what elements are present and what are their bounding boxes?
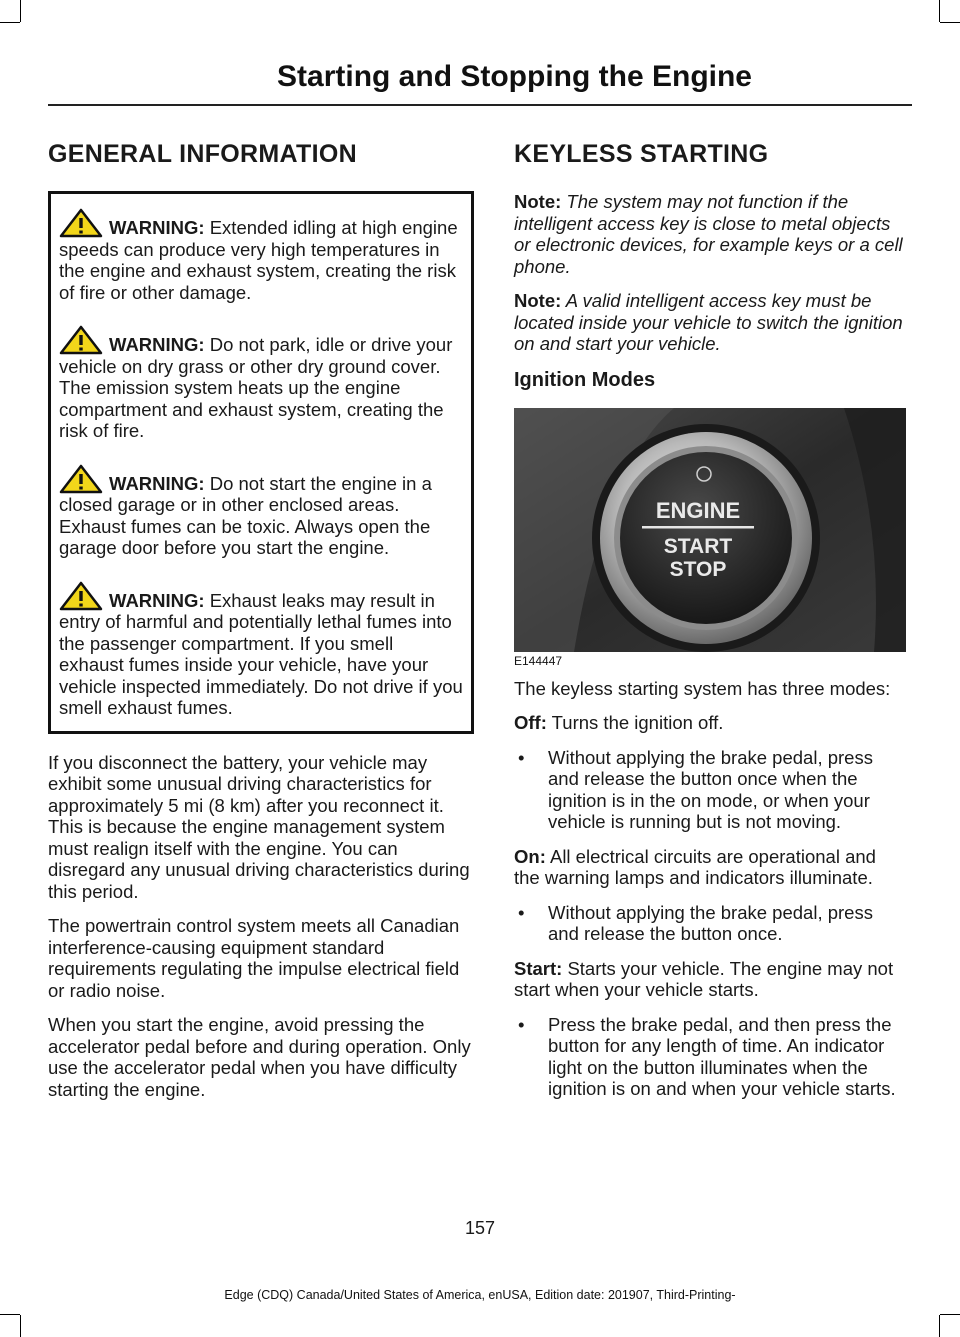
bullet-list [514, 902, 906, 945]
crop-mark [0, 22, 20, 23]
section-heading-keyless-starting: KEYLESS STARTING [514, 140, 769, 168]
note-label: Note: [514, 191, 562, 212]
page-number: 157 [464, 1218, 496, 1238]
right-column [514, 140, 906, 1113]
warning-label: WARNING: [109, 472, 205, 494]
mode-text: Turns the ignition off. [546, 712, 724, 733]
warning-box [48, 191, 474, 734]
note-label: Note: [514, 290, 562, 311]
subheading-ignition-modes: Ignition Modes [514, 368, 656, 391]
button-label-stop: STOP [669, 557, 727, 581]
crop-mark [940, 22, 960, 23]
warning-item [59, 325, 463, 442]
warning-text: Do not start the engine in a closed garage or in other enclosed areas. Exhaust fumes can be toxic. Always open the garage door before you start the engine. [59, 472, 432, 558]
mode-text: All electrical circuits are operational and the warning lamps and indicators illuminate. [514, 845, 876, 888]
ignition-button-figure [514, 408, 906, 666]
crop-mark [940, 1314, 960, 1315]
bullet-list [514, 1014, 906, 1100]
mode-description [514, 958, 906, 1001]
figure-id: E144447 [514, 653, 563, 668]
body-paragraph: The keyless starting system has three modes: [514, 677, 891, 699]
warning-text: Extended idling at high engine speeds can produce very high temperatures in the engine and exhaust system, creating the risk of fire or other damage. [59, 217, 458, 303]
warning-triangle-icon [59, 581, 103, 611]
warning-triangle-icon [59, 325, 103, 355]
crop-mark [939, 1315, 940, 1337]
button-label-engine: ENGINE [655, 497, 741, 523]
warning-item [59, 581, 463, 719]
note-text: The system may not function if the intelligent access key is close to metal objects or electronic devices, for example keys or a cell phone. [514, 191, 903, 277]
mode-label-on: On: [514, 845, 546, 867]
body-paragraph: If you disconnect the battery, your vehicle may exhibit some unusual driving characteristics for approximately 5 mi (8 km) after you reconnect it. This is because the engine management system must realign itself with the engine. You can disregard any unusual driving characteristics during this period. [48, 751, 470, 902]
crop-mark [20, 1315, 21, 1337]
warning-triangle-icon [59, 208, 103, 238]
note-text: A valid intelligent access key must be located inside your vehicle to switch the ignition on and start your vehicle. [514, 290, 903, 354]
list-item: • Without applying the brake pedal, press and release the button once. [514, 902, 906, 945]
warning-label: WARNING: [109, 217, 205, 238]
list-item: • Without applying the brake pedal, press and release the button once when the ignition is in the on mode, or when your vehicle is running but is not moving. [514, 747, 906, 833]
page-title: Starting and Stopping the Engine [277, 60, 752, 93]
note [514, 191, 906, 277]
body-paragraph: The powertrain control system meets all Canadian interference-causing equipment standard requirements regulating the impulse electrical field or radio noise. [48, 915, 460, 1001]
body-paragraph: When you start the engine, avoid pressing the accelerator pedal before and during operation. Only use the accelerator pedal when you have difficulty starting the engine. [48, 1014, 471, 1100]
warning-item [59, 208, 463, 303]
warning-label: WARNING: [109, 589, 205, 611]
section-heading-general-information: GENERAL INFORMATION [48, 140, 357, 168]
header-rule [48, 104, 912, 106]
mode-description [514, 846, 906, 889]
mode-label-off: Off: [514, 712, 547, 733]
left-column [48, 140, 474, 1113]
mode-text: Starts your vehicle. The engine may not start when your vehicle starts. [514, 957, 894, 1000]
list-item: • Press the brake pedal, and then press the button for any length of time. An indicator light on the button illuminates when the ignition is on and when your vehicle starts. [514, 1014, 906, 1100]
push-button-start-illustration [514, 408, 906, 652]
mode-label-start: Start: [514, 957, 563, 979]
button-label-start: START [663, 534, 733, 558]
warning-triangle-icon [59, 464, 103, 494]
note [514, 290, 906, 355]
crop-mark [939, 0, 940, 22]
warning-text: Exhaust leaks may result in entry of harmful and potentially lethal fumes into the passenger compartment. If you smell exhaust fumes inside your vehicle, have your vehicle inspected immediately. Do not drive if you smell exhaust fumes. [59, 589, 463, 718]
footer-edition: Edge (CDQ) Canada/United States of America, enUSA, Edition date: 201907, Third-Printing- [224, 1288, 736, 1302]
warning-label: WARNING: [109, 334, 205, 355]
mode-description [514, 712, 906, 734]
crop-mark [0, 1314, 20, 1315]
warning-item [59, 464, 463, 559]
warning-text: Do not park, idle or drive your vehicle on dry grass or other dry ground cover. The emission system heats up the engine compartment and exhaust system, creating the risk of fire. [59, 334, 453, 441]
crop-mark [20, 0, 21, 22]
bullet-list [514, 747, 906, 833]
